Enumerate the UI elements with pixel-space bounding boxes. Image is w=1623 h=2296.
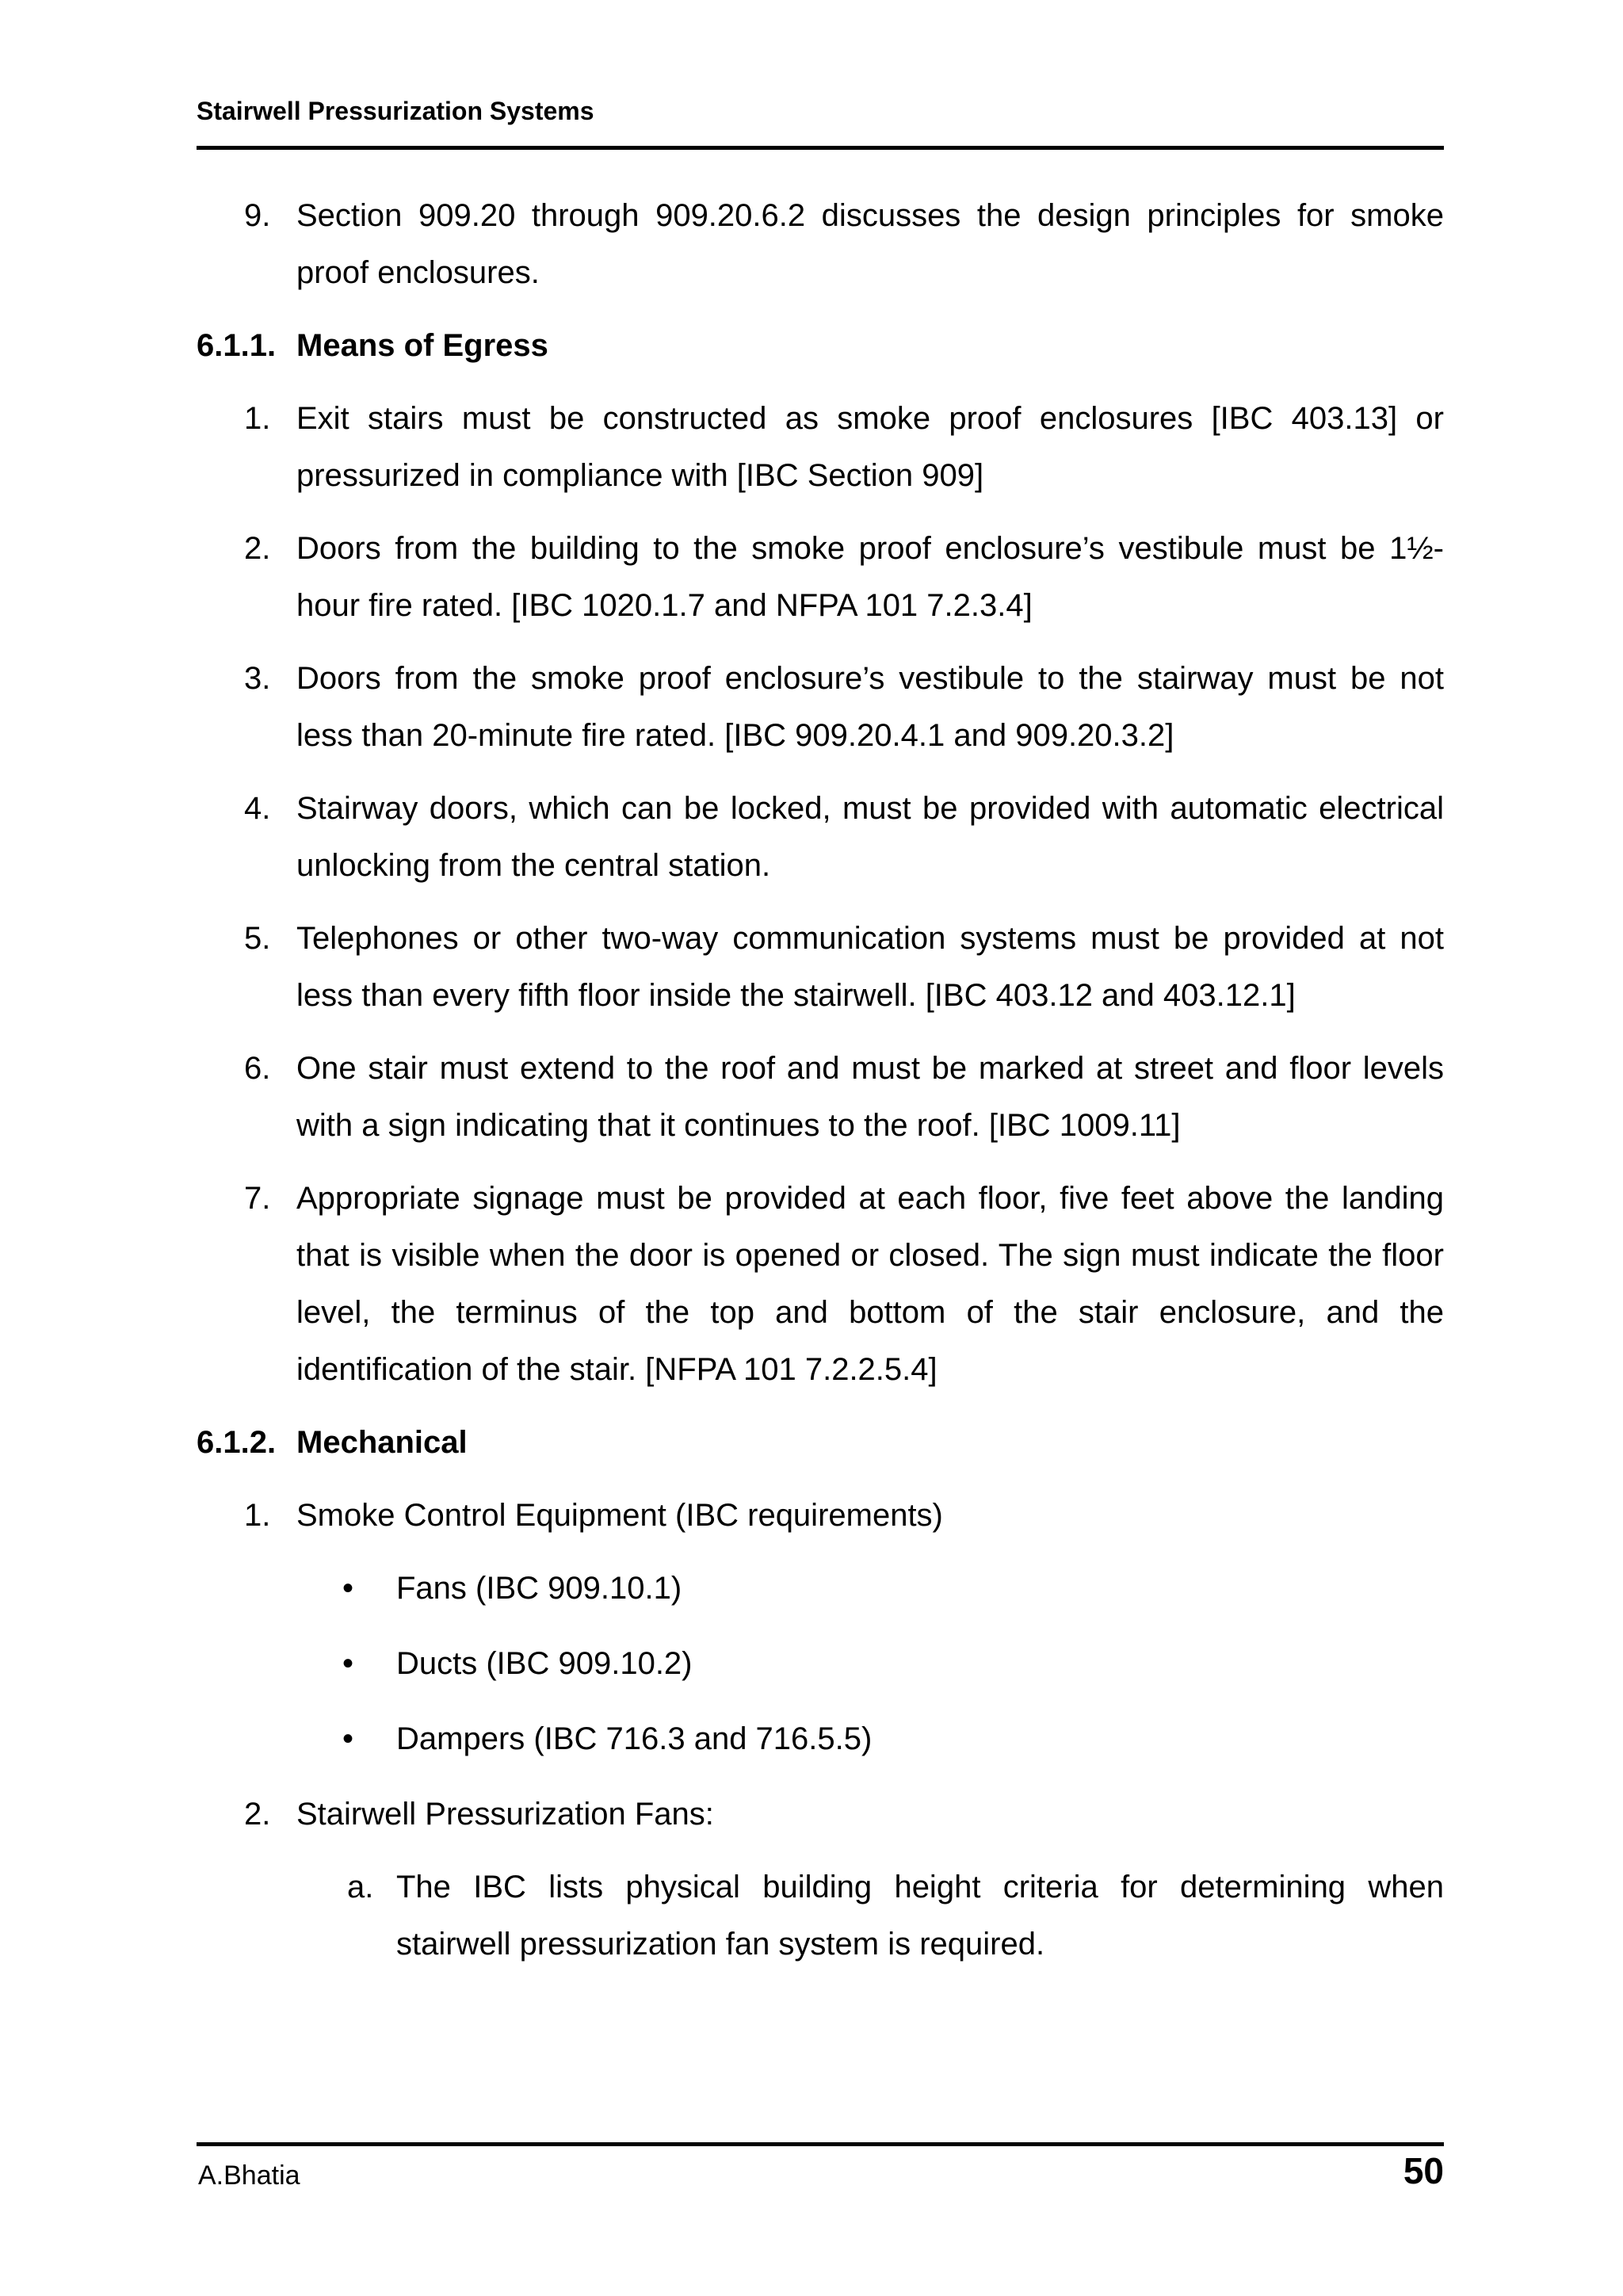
bullet-icon: • [342,1571,354,1606]
list-text: Doors from the smoke proof enclosure’s vestibule to the stairway must be not less than 20-minute fire rated. [IBC 909.20.4.1 and 909.20.3.2] [296,661,1444,753]
footer-author: A.Bhatia [198,2160,300,2191]
list-item [197,650,1444,764]
list-number: 3. [244,661,271,696]
header-rule [197,146,1444,150]
sub-list-text: The IBC lists physical building height criteria for determining when stairwell pressurization fan system is required. [396,1870,1444,1962]
list-item [197,1170,1444,1398]
list-text: Doors from the building to the smoke proof enclosure’s vestibule must be 1½-hour fire rated. [IBC 1020.1.7 and NFPA 101 7.2.3.4] [296,531,1444,623]
sub-list-letter: a. [347,1870,374,1904]
page-content [197,187,1444,1988]
list-item [197,520,1444,634]
list-text: Telephones or other two-way communication systems must be provided at not less than every fifth floor inside the stairwell. [IBC 403.12 and 403.12.1] [296,921,1444,1013]
list-number: 2. [244,1797,271,1832]
list-item [197,780,1444,894]
bullet-icon: • [342,1646,354,1681]
list-text: Stairwell Pressurization Fans: [296,1797,714,1832]
bullet-item [197,1635,1444,1692]
bullet-text: Ducts (IBC 909.10.2) [396,1646,693,1681]
list-number: 1. [244,401,271,436]
list-text: Stairway doors, which can be locked, must be provided with automatic electrical unlocking from the central station. [296,791,1444,883]
sub-list-item [197,1859,1444,1973]
list-number: 7. [244,1181,271,1216]
page-header: Stairwell Pressurization Systems [197,97,594,125]
list-item [197,1040,1444,1154]
list-text: Smoke Control Equipment (IBC requirements) [296,1498,943,1533]
section-title: Means of Egress [296,328,548,363]
list-number: 6. [244,1051,271,1086]
section-number: 6.1.1. [197,328,277,363]
bullet-text: Fans (IBC 909.10.1) [396,1571,682,1606]
list-item [197,1487,1444,1544]
list-text: Exit stairs must be constructed as smoke proof enclosures [IBC 403.13] or pressurized in compliance with [IBC Section 909] [296,401,1444,493]
list-item [197,910,1444,1024]
section-number: 6.1.2. [197,1425,277,1460]
list-text: Section 909.20 through 909.20.6.2 discusses the design principles for smoke proof enclosures. [296,198,1444,290]
bullet-item [197,1560,1444,1617]
page-number: 50 [1403,2150,1444,2191]
footer-rule [197,2142,1444,2146]
section-heading [197,317,1444,374]
list-number: 9. [244,198,271,233]
bullet-icon: • [342,1721,354,1756]
list-number: 1. [244,1498,271,1533]
list-text: One stair must extend to the roof and must be marked at street and floor levels with a sign indicating that it continues to the roof. [IBC 1009.11] [296,1051,1444,1143]
list-text: Appropriate signage must be provided at each floor, five feet above the landing that is visible when the door is opened or closed. The sign must indicate the floor level, the terminus of the top and bottom of the stair enclosure, and the identification of the stair. [NFPA 101 7.2.2.5.4] [296,1181,1444,1387]
list-number: 2. [244,531,271,566]
section-title: Mechanical [296,1425,468,1460]
list-number: 4. [244,791,271,826]
list-item [197,187,1444,301]
list-item [197,1786,1444,1843]
bullet-item [197,1710,1444,1767]
list-number: 5. [244,921,271,956]
list-item [197,390,1444,504]
bullet-text: Dampers (IBC 716.3 and 716.5.5) [396,1721,873,1756]
section-heading [197,1414,1444,1471]
